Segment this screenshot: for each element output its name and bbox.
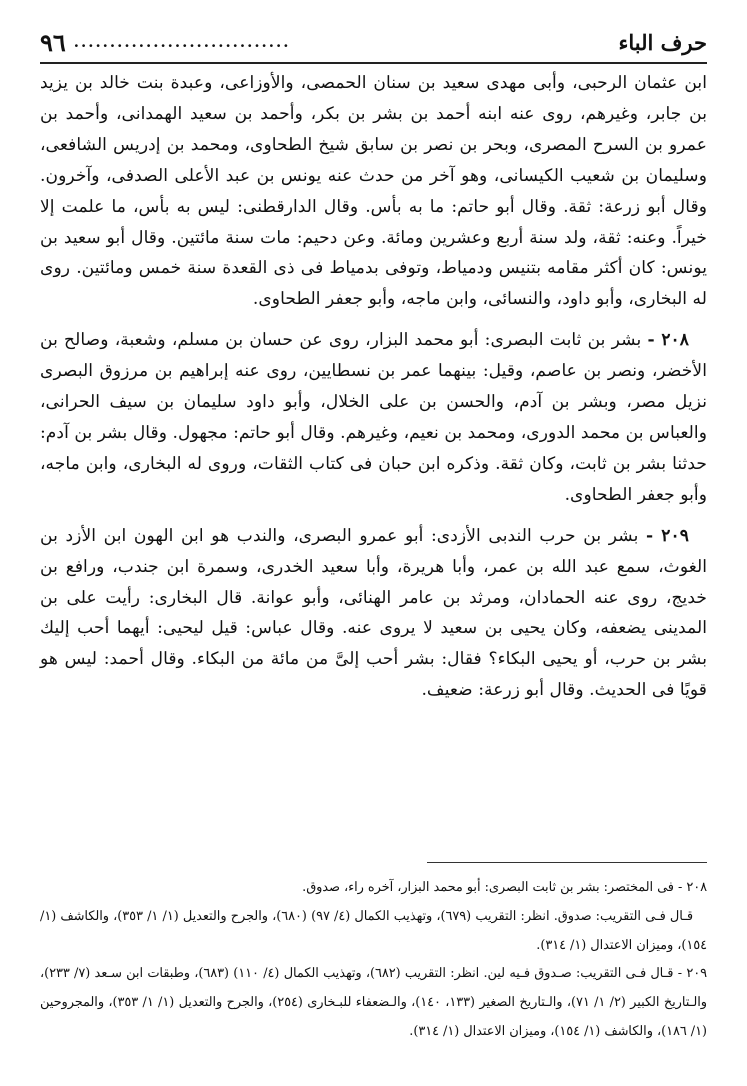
entry-text: بشر بن حرب الندبى الأزدى: أبو عمرو البصرى، والندب هو ابن الهون ابن الأزد بن الغوث، سمع عبد الله بن عمر، وأبا هريرة، وأبا سعيد الخدرى، وسمرة ابن جندب، ورافع بن خديج، روى عنه الحمادان، ومرثد بن عامر الهنائى، وأبو عوانة. قال البخارى: رأيت على بن المدينى يضعفه، وكان يحيى بن سعيد لا يروى عنه. وقال عباس: قيل ليحيى: أيهما أحب إليك بشر بن حرب، أو يحيى البكاء؟ فقال: بشر أحب إلىَّ من مائة من البكاء. وقال أحمد: ليس هو قويًا فى الحديث. وقال أبو زرعة: ضعيف. — [40, 525, 707, 701]
entry-text: ابن عثمان الرحبى، وأبى مهدى سعيد بن سنان الحمصى، والأوزاعى، وعبدة بنت خالد بن يزيد بن جابر، وغيرهم، روى عنه ابنه أحمد بن بشر بن بكر، وأحمد بن سعيد الهمدانى، وأحمد بن عمرو بن السرح المصرى، وبحر بن نصر بن سابق شيخ الطحاوى، ومحمد بن إدريس الشافعى، وسليمان بن شعيب الكيسانى، وهو آخر من حدث عنه يونس بن عبد الأعلى الصدفى، وآخرون. وقال أبو زرعة: ثقة. وقال أبو حاتم: ما به بأس. وقال الدارقطنى: ليس به بأس، ما علمت إلا خيراً. وعنه: ثقة، ولد سنة أربع وعشرين ومائة. وعن دحيم: مات سنة مائتين. وقال أبو سعيد بن يونس: كان أكثر مقامه بتنيس ودمياط، وتوفى بدمياط فى ذى القعدة سنة خمس ومائتين. روى له البخارى، وأبو داود، والنسائى، وابن ماجه، وأبو جعفر الطحاوى. — [40, 73, 707, 310]
main-text — [40, 68, 707, 716]
footnotes — [40, 874, 707, 1047]
entry-continuation — [40, 68, 707, 315]
footnote: ٢٠٨ - فى المختصر: بشر بن ثابت البصرى: أبو محمد البزار، آخره راء، صدوق. — [302, 880, 707, 895]
footnote-separator — [427, 862, 707, 863]
entry-number: ٢٠٨ - — [647, 330, 690, 351]
running-title: حرف الباء — [618, 29, 707, 55]
leader-dots: .............................. — [73, 33, 291, 51]
entry-text: بشر بن ثابت البصرى: أبو محمد البزار، روى عن حسان بن مسلم، وشعبة، وصالح بن الأخضر، ونصر بن عاصم، وقيل: بينهما عمر بن نسطايين، روى عنه إبراهيم بن مرزوق البصرى نزيل مصر، وبشر بن آدم، والحسن بن على الخلال، وأبو داود سليمان بن سيف الحرانى، والعباس بن محمد الدورى، ومحمد بن نعيم، وغيرهم. وقال أبو حاتم: مجهول. وقال بشر بن آدم: حدثنا بشر بن ثابت، وكان ثقة. وذكره ابن حبان فى كتاب الثقات، وروى له البخارى، وابن ماجه، وأبو جعفر الطحاوى. — [40, 330, 707, 505]
page-header — [40, 22, 707, 64]
entry-208 — [40, 325, 707, 510]
footnote: ٢٠٩ - قـال فـى التقريب: صـدوق فـيه لين. انظر: التقريب (٦٨٢)، وتهذيب الكمال (٤/ ١١٠) (٦٨٣)، وطبقات ابن سـعد (٧/ ٢٣٣)، والـتاريخ الكبير (٢/ ١/ ٧١)، والـتاريخ الصغير (١٣٣، ١٤٠)، والـضعفاء للبـخارى (٢٥٤)، والجرح والتعديل (١/ ١/ ٣٥٣)، والمجروحين (١/ ١٨٦)، والكاشف (١/ ١٥٤)، وميزان الاعتدال (١/ ٣١٤). — [40, 966, 707, 1039]
footnote: قـال فـى التقريب: صدوق. انظر: التقريب (٦٧٩)، وتهذيب الكمال (٤/ ٩٧) (٦٨٠)، والجرح والتعديل (١/ ١/ ٣٥٣)، والكاشف (١/ ١٥٤)، وميزان الاعتدال (١/ ٣١٤). — [40, 908, 707, 953]
page-number: ٩٦ — [40, 27, 66, 57]
entry-number: ٢٠٩ - — [646, 525, 689, 546]
entry-209 — [40, 521, 707, 706]
